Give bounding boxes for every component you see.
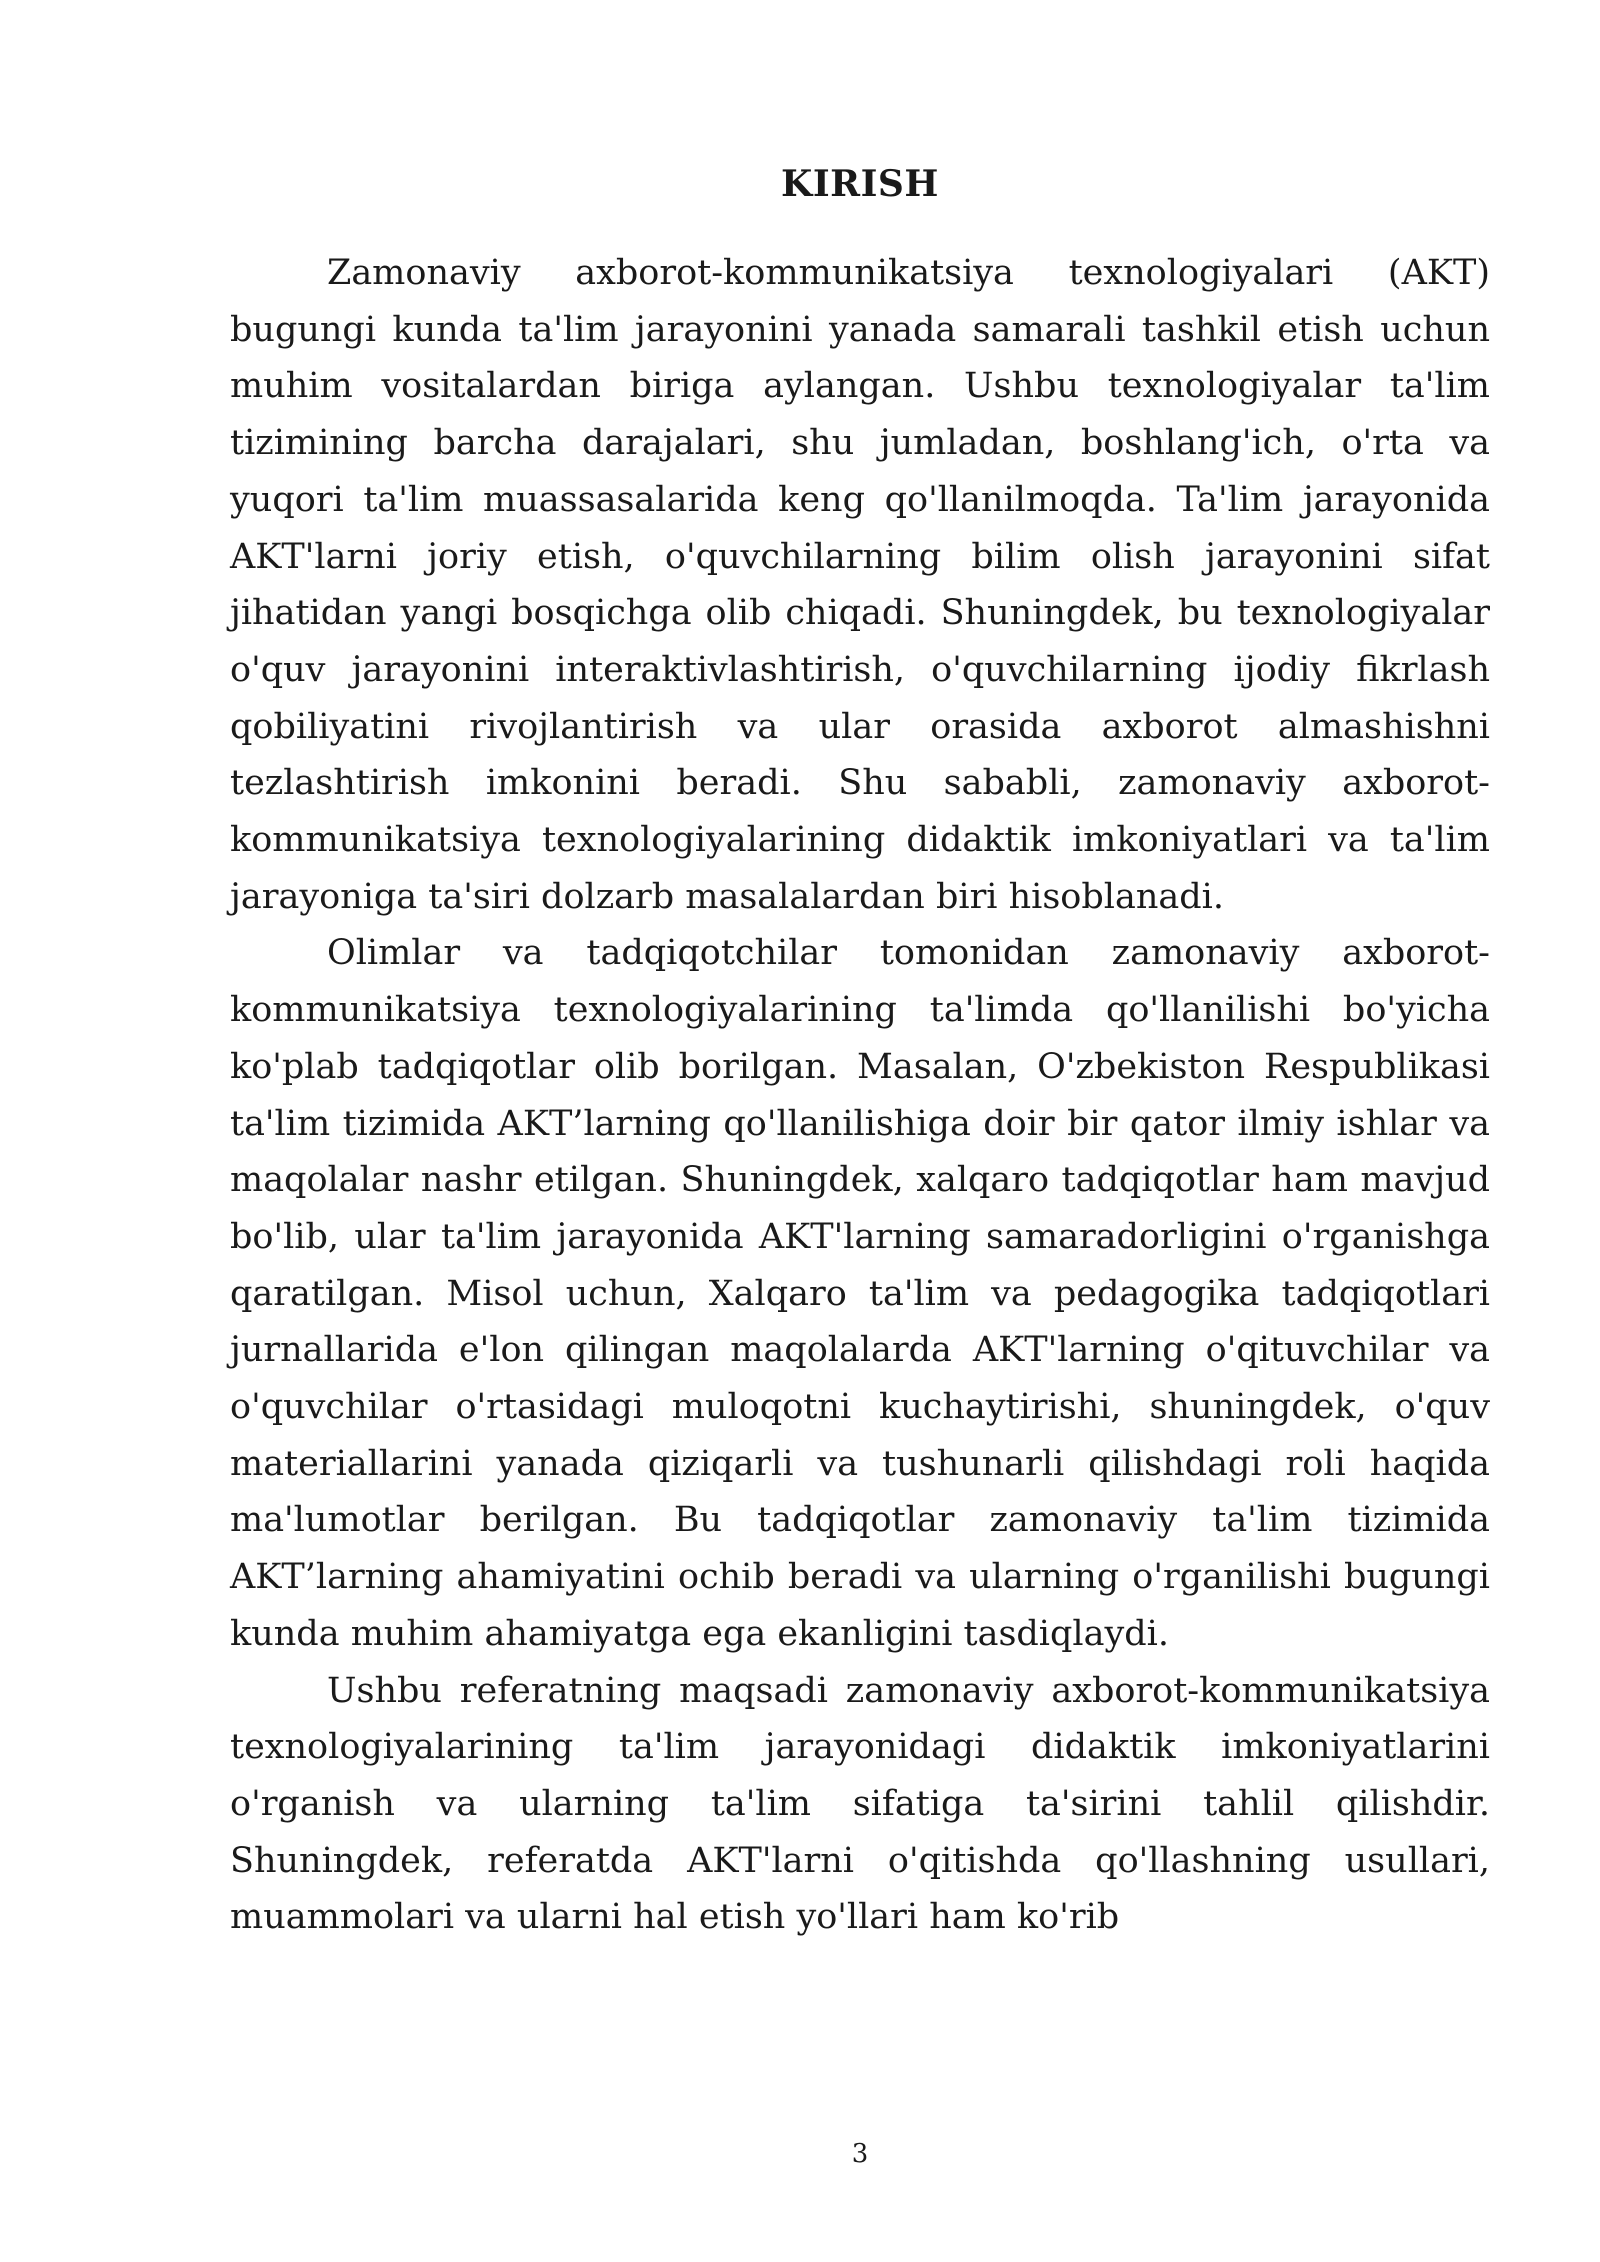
body-text <box>230 245 1490 1946</box>
paragraph-2: Olimlar va tadqiqotchilar tomonidan zamonaviy axborot-kommunikatsiya texnologiyalarining ta'limda qo'llanilishi bo'yicha ko'plab tadqiqotlar olib borilgan. Masalan, O'zbekiston Respublikasi ta'lim tizimida AKT’larning qo'llanilishiga doir bir qator ilmiy ishlar va maqolalar nashr etilgan. Shuningdek, xalqaro tadqiqotlar ham mavjud bo'lib, ular ta'lim jarayonida AKT'larning samaradorligini o'rganishga qaratilgan. Misol uchun, Xalqaro ta'lim va pedagogika tadqiqotlari jurnallarida e'lon qilingan maqolalarda AKT'larning o'qituvchilar va o'quvchilar o'rtasidagi muloqotni kuchaytirishi, shuningdek, o'quv materiallarini yanada qiziqarli va tushunarli qilishdagi roli haqida ma'lumotlar berilgan. Bu tadqiqotlar zamonaviy ta'lim tizimida AKT’larning ahamiyatini ochib beradi va ularning o'rganilishi bugungi kunda muhim ahamiyatga ega ekanligini tasdiqlaydi. <box>230 933 1490 1654</box>
paragraph-1: Zamonaviy axborot-kommunikatsiya texnologiyalari (AKT) bugungi kunda ta'lim jarayonini yanada samarali tashkil etish uchun muhim vositalardan biriga aylangan. Ushbu texnologiyalar ta'lim tizimining barcha darajalari, shu jumladan, boshlang'ich, o'rta va yuqori ta'lim muassasalarida keng qo'llanilmoqda. Ta'lim jarayonida AKT'larni joriy etish, o'quvchilarning bilim olish jarayonini sifat jihatidan yangi bosqichga olib chiqadi. Shuningdek, bu texnologiyalar o'quv jarayonini interaktivlashtirish, o'quvchilarning ijodiy fikrlash qobiliyatini rivojlantirish va ular orasida axborot almashishni tezlashtirish imkonini beradi. Shu sababli, zamonaviy axborot-kommunikatsiya texnologiyalarining didaktik imkoniyatlari va ta'lim jarayoniga ta'siri dolzarb masalalardan biri hisoblanadi. <box>230 253 1490 917</box>
section-title: KIRISH <box>781 163 939 205</box>
page-number: 3 <box>851 2139 869 2169</box>
paragraph-3: Ushbu referatning maqsadi zamonaviy axborot-kommunikatsiya texnologiyalarining ta'lim jarayonidagi didaktik imkoniyatlarini o'rganish va ularning ta'lim sifatiga ta'sirini tahlil qilishdir. Shuningdek, referatda AKT'larni o'qitishda qo'llashning usullari, muammolari va ularni hal etish yo'llari ham ko'rib <box>230 1670 1490 1938</box>
